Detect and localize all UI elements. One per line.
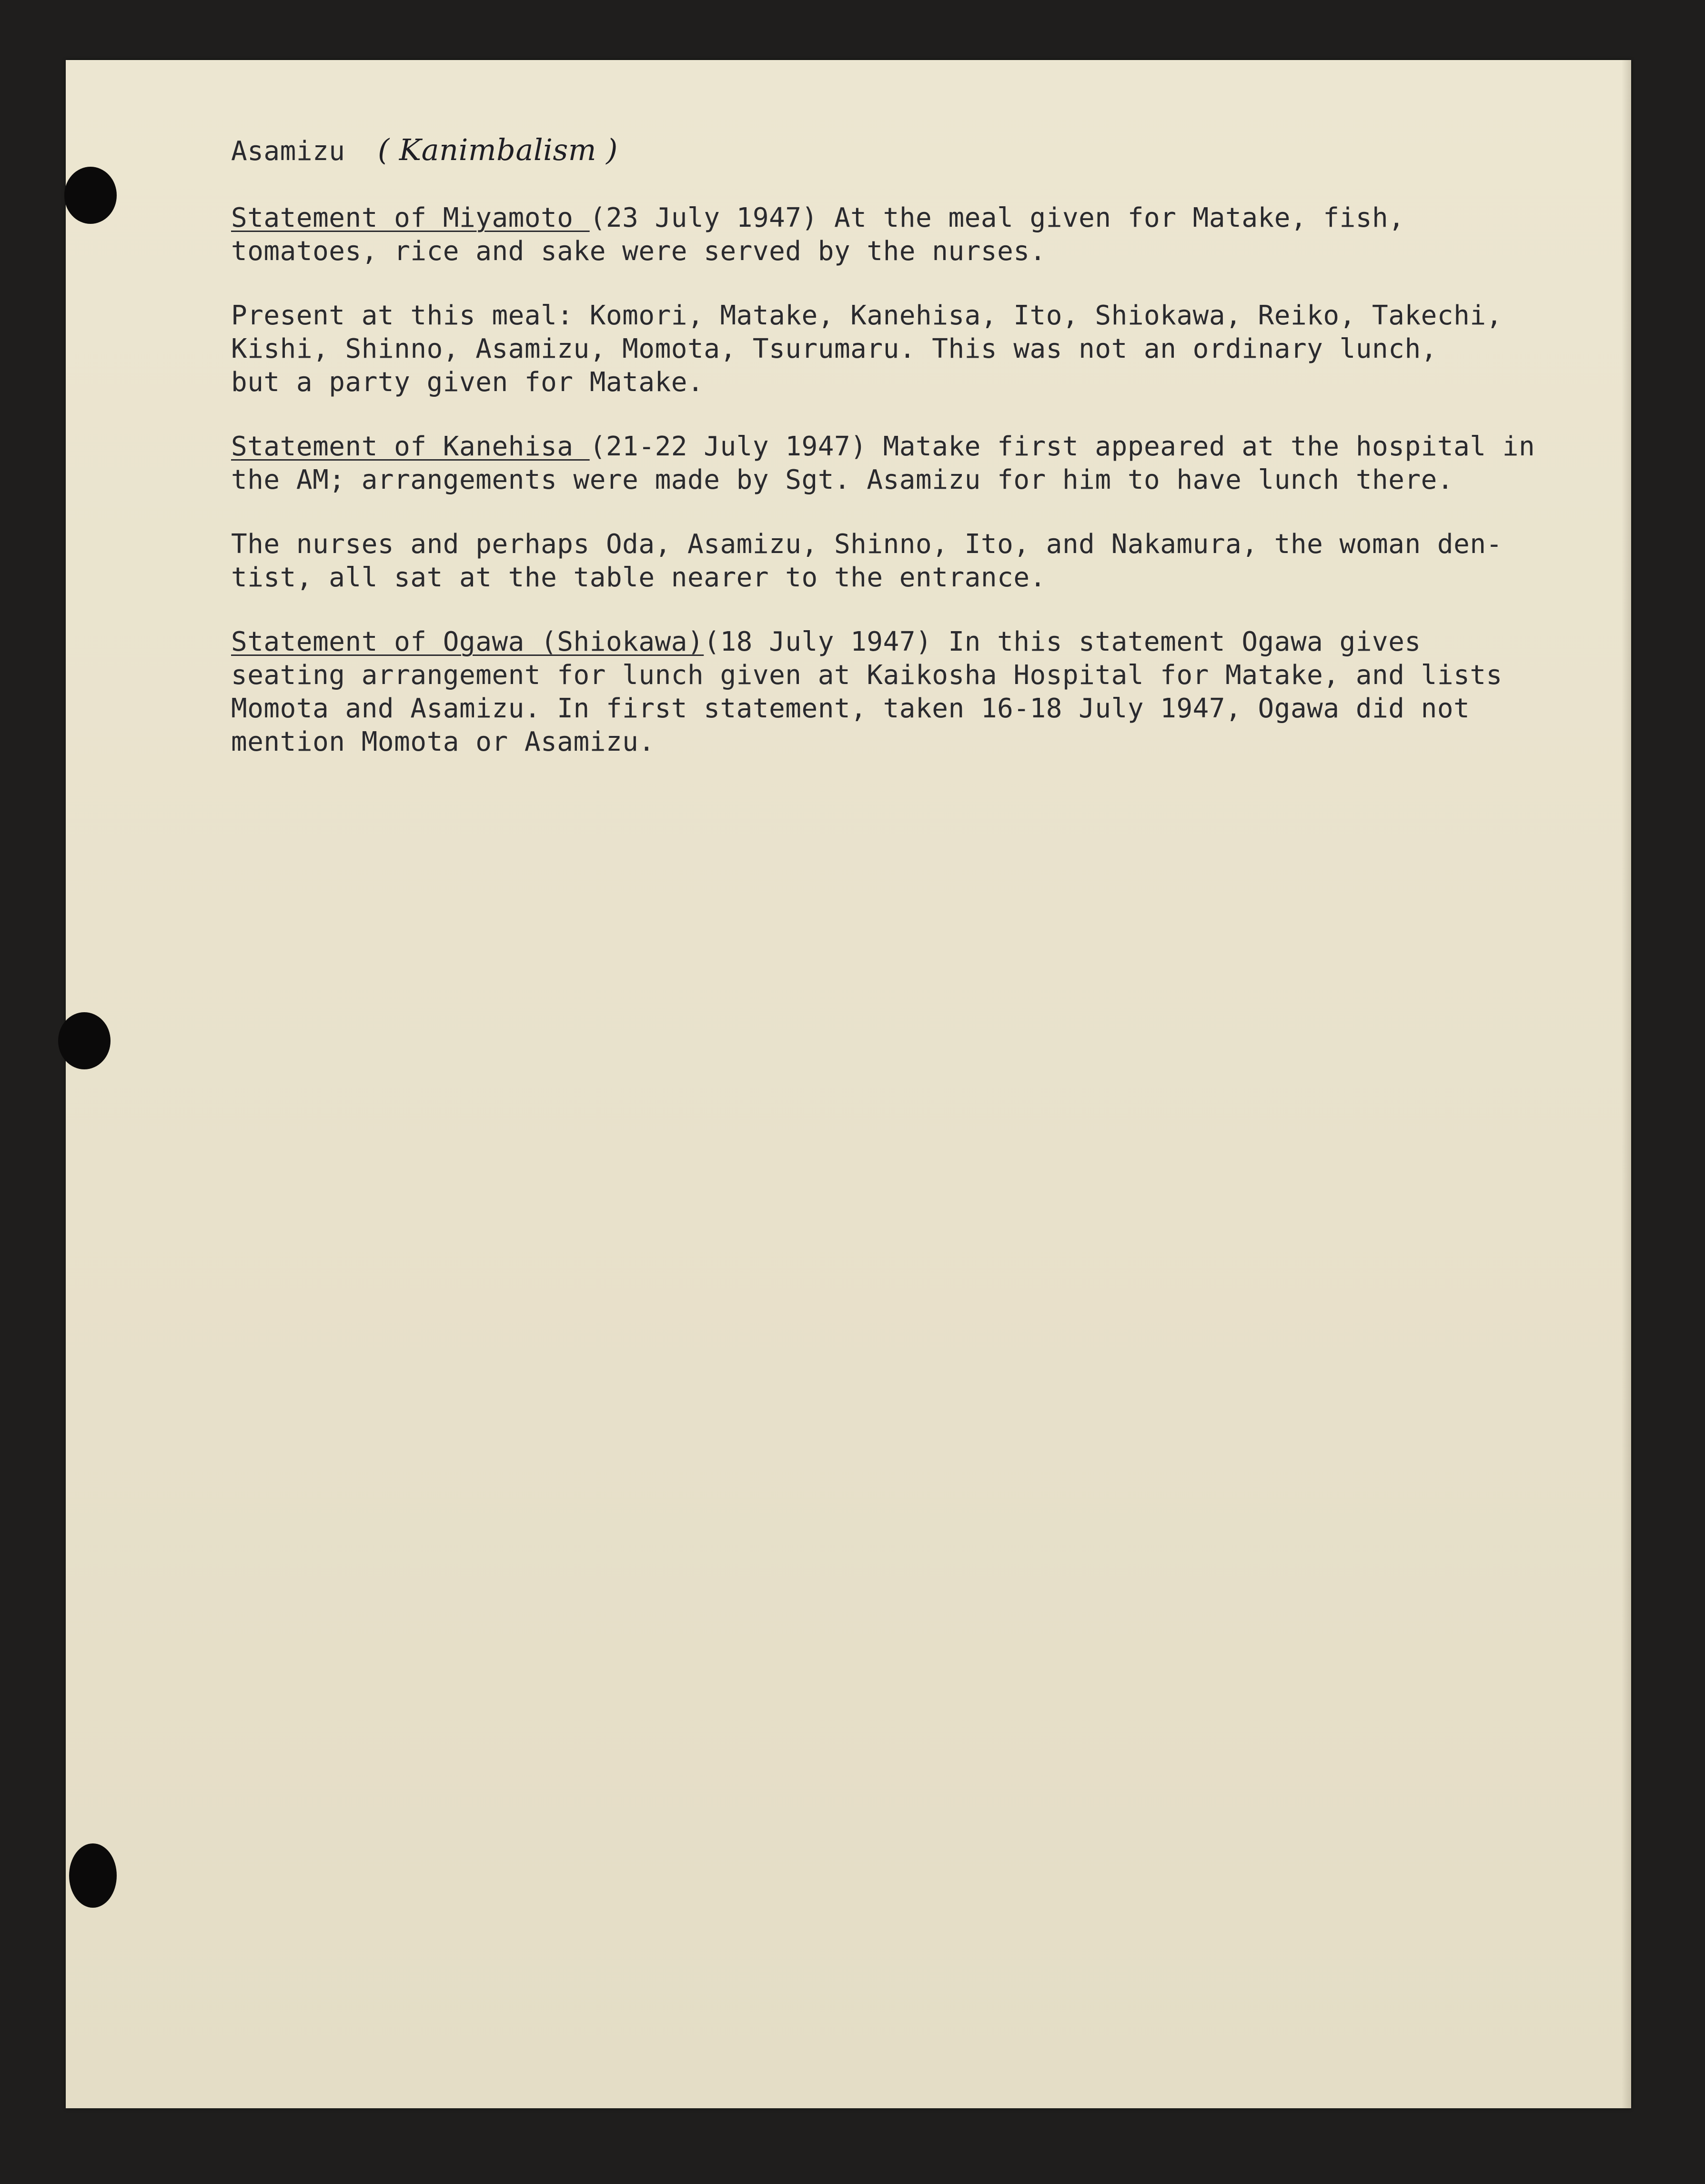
statement-title: Statement of Miyamoto [231,202,590,233]
statement-miyamoto [231,201,1627,268]
statement-ogawa [231,625,1627,759]
seating-paragraph [231,528,1627,594]
statement-kanehisa [231,430,1627,497]
punch-hole-middle [58,1012,111,1069]
statement-title: Statement of Kanehisa [231,431,590,462]
attendees-paragraph [231,299,1627,399]
statement-text: (21-22 July 1947) Matake first appeared at the hospital in the AM; arrangements were made by Sgt. Asamizu for him to have lunch there. [231,431,1535,495]
statement-title: Statement of Ogawa (Shiokawa) [231,626,704,657]
paragraph-text: The nurses and perhaps Oda, Asamizu, Shinno, Ito, and Nakamura, the woman den- tist, all sat at the table nearer to the entrance. [231,529,1503,593]
statement-text: (23 July 1947) At the meal given for Matake, fish, tomatoes, rice and sake were served by the nurses. [231,202,1405,267]
document-heading [231,133,1627,168]
paragraph-text: Present at this meal: Komori, Matake, Kanehisa, Ito, Shiokawa, Reiko, Takechi, Kishi, Shinno, Asamizu, Momota, Tsurumaru. This was not an ordinary lunch, but a party given for Matake. [231,300,1503,398]
statement-text: (18 July 1947) In this statement Ogawa gives seating arrangement for lunch given at Kaikosha Hospital for Matake, and lists Momota and Asamizu. In first statement, taken 16-18 July 1947, Ogawa did not mention Momota or Asamizu. [231,626,1503,757]
typed-text-body [231,133,1627,790]
heading-name: Asamizu [231,136,345,167]
punch-hole-bottom [69,1843,117,1908]
punch-hole-top [64,167,117,224]
handwritten-annotation: ( Kanimbalism ) [377,132,618,167]
